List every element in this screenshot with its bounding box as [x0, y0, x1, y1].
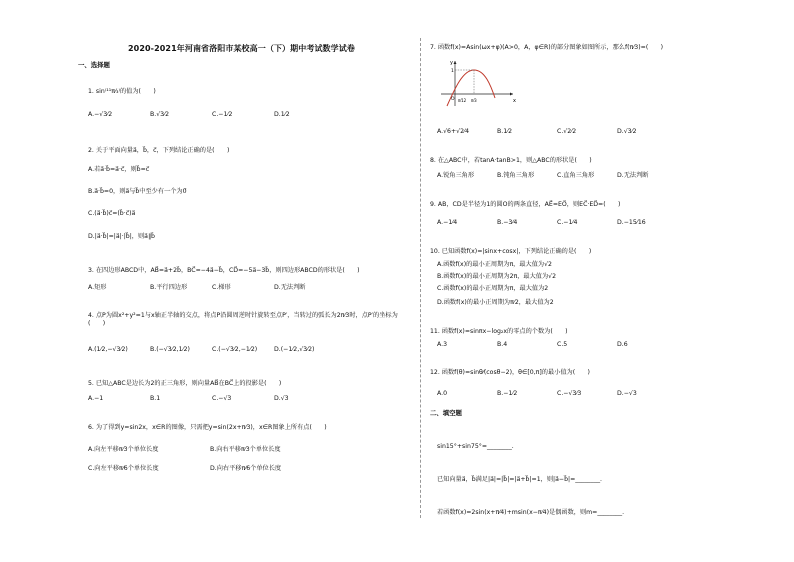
graph-y-arrow-icon — [454, 61, 457, 64]
question-2-option-b: B.a⃗·b⃗=0，则a⃗与b⃗中至少有一个为0⃗ — [88, 188, 187, 195]
question-12-stem: 12. 函数f(θ)=sinθ⁄(cosθ−2)，θ∈[0,π]的最小值为( ) — [430, 369, 590, 376]
question-9-option-a: A.−1⁄4 — [437, 219, 458, 226]
question-5-option-d: D.√3 — [274, 395, 289, 402]
question-7-option-d: D.√3⁄2 — [617, 128, 637, 135]
question-5-option-c: C.−√3 — [212, 395, 232, 402]
question-2-option-c: C.(a⃗·b⃗)c⃗=(b⃗·c⃗)a⃗ — [88, 210, 136, 217]
question-11-stem: 11. 函数f(x)=sinπx−log₂x的零点的个数为( ) — [430, 328, 568, 335]
question-3-option-b: B.平行四边形 — [150, 284, 188, 291]
question-3-option-a: A.矩形 — [88, 284, 107, 291]
question-5-option-a: A.−1 — [88, 395, 104, 402]
question-7-options — [437, 128, 717, 137]
graph-x-label: x — [513, 98, 516, 104]
question-7-option-b: B.1⁄2 — [497, 128, 513, 135]
graph-y-label: y — [450, 60, 453, 66]
fill-question-2: 已知向量a⃗，b⃗满足|a⃗|=|b⃗|=|a⃗+b⃗|=1，则|a⃗−b⃗|=________. — [437, 476, 603, 483]
question-8-option-c: C.直角三角形 — [557, 172, 595, 179]
question-1-option-d: D.1⁄2 — [274, 111, 290, 118]
question-12-option-b: B.−1⁄2 — [497, 390, 518, 397]
question-6-stem: 6. 为了得到y=sin2x，x∈R的图像，只需把y=sin(2x+π⁄3)，x∈R图象上所有点( ) — [88, 424, 327, 431]
column-divider — [420, 38, 421, 518]
question-4-option-c: C.(−√3⁄2,−1⁄2) — [212, 346, 258, 353]
question-10-option-a: A.函数f(x)的最小正周期为π，最大值为√2 — [437, 261, 552, 268]
question-12-option-c: C.−√3⁄3 — [557, 390, 582, 397]
question-1-stem: 1. sin⁽¹¹π⁄₃⁾的值为( ) — [88, 88, 156, 95]
question-6-option-b: B.向右平移π⁄3个单位长度 — [210, 446, 281, 453]
question-3-options — [88, 284, 338, 293]
question-11-option-a: A.3 — [437, 341, 448, 348]
question-1-options — [88, 111, 338, 120]
question-11-options — [437, 341, 717, 350]
question-2-option-d: D.|a⃗·b⃗|=|a⃗|·|b⃗|，则a⃗∥b⃗ — [88, 233, 155, 240]
section-fill-heading: 二、填空题 — [430, 409, 462, 417]
question-9-options — [437, 219, 717, 228]
graph-tick-pi12: π⁄12 — [458, 98, 467, 103]
graph-x-arrow-icon — [510, 93, 513, 96]
question-11-option-b: B.4 — [497, 341, 508, 348]
question-11-option-d: D.6 — [617, 341, 628, 348]
fill-question-1: sin15°+sin75°=________. — [437, 443, 514, 450]
question-1-option-c: C.−1⁄2 — [212, 111, 233, 118]
question-1-option-b: B.√3⁄2 — [150, 111, 170, 118]
question-9-option-b: B.−3⁄4 — [497, 219, 518, 226]
graph-origin-label: O — [451, 97, 455, 102]
exam-title: 2020-2021年河南省洛阳市某校高一（下）期中考试数学试卷 — [128, 44, 355, 53]
question-8-option-a: A.锐角三角形 — [437, 172, 475, 179]
question-7-stem: 7. 函数f(x)=Asin(ωx+φ)(A>0，A，φ∈R)的部分图象如图所示，那么f(π⁄3)=( ) — [430, 44, 664, 51]
question-10-option-b: B.函数f(x)的最小正周期为2π，最大值为√2 — [437, 273, 557, 280]
question-9-option-d: D.−15⁄16 — [617, 219, 646, 226]
question-6-option-c: C.向左平移π⁄6个单位长度 — [88, 465, 159, 472]
question-3-option-c: C.梯形 — [212, 284, 231, 291]
sine-graph-figure — [437, 58, 517, 110]
question-7-option-a: A.√6+√2⁄4 — [437, 128, 470, 135]
question-6-option-d: D.向右平移π⁄6个单位长度 — [210, 465, 282, 472]
question-10-option-d: D.函数f(x)的最小正周期为π⁄2，最大值为2 — [437, 299, 554, 306]
question-2-stem: 2. 关于平面向量a⃗，b⃗，c⃗，下列结论正确的是( ) — [88, 147, 230, 154]
question-4-stem: 4. 点P为圆x²+y²=1与x轴正半轴的交点，将点P沿圆周逆时针旋转至点P′，当转过的弧长为2π⁄3时，点P′的坐标为( ) — [88, 312, 398, 327]
graph-y-tick-label: 1 — [451, 69, 454, 74]
question-5-options — [88, 395, 338, 404]
question-2-option-a: A.若a⃗·b⃗=a⃗·c⃗，则b⃗=c⃗ — [88, 166, 150, 173]
question-12-option-a: A.0 — [437, 390, 448, 397]
question-12-options — [437, 390, 717, 399]
question-8-stem: 8. 在△ABC中，若tanA·tanB>1，则△ABC的形状是( ) — [430, 157, 592, 164]
question-9-option-c: C.−1⁄4 — [557, 219, 578, 226]
graph-tick-pi3: π⁄3 — [471, 98, 477, 103]
question-5-option-b: B.1 — [150, 395, 161, 402]
question-4-options — [88, 346, 338, 355]
question-8-option-d: D.无法判断 — [617, 172, 649, 179]
question-10-stem: 10. 已知函数f(x)=|sinx+cosx|，下列结论正确的是( ) — [430, 248, 592, 255]
question-7-option-c: C.√2⁄2 — [557, 128, 577, 135]
question-8-options — [437, 172, 717, 181]
question-4-option-a: A.(1⁄2,−√3⁄2) — [88, 346, 128, 353]
question-4-option-b: B.(−√3⁄2,1⁄2) — [150, 346, 190, 353]
question-1-option-a: A.−√3⁄2 — [88, 111, 113, 118]
question-12-option-d: D.−√3 — [617, 390, 637, 397]
question-3-option-d: D.无法判断 — [274, 284, 306, 291]
fill-question-3: 若函数f(x)=2sin(x+π⁄4)+msin(x−π⁄4)是偶函数，则m=________. — [437, 509, 625, 516]
question-8-option-b: B.钝角三角形 — [497, 172, 535, 179]
question-5-stem: 5. 已知△ABC是边长为2的正三角形，则向量AB⃗在BC⃗上的投影是( ) — [88, 380, 282, 387]
question-6-option-a: A.向左平移π⁄3个单位长度 — [88, 446, 159, 453]
question-11-option-c: C.5 — [557, 341, 568, 348]
question-10-option-c: C.函数f(x)的最小正周期为π，最大值为2 — [437, 285, 549, 292]
question-3-stem: 3. 在四边形ABCD中，AB⃗=a⃗+2b⃗，BC⃗=−4a⃗−b⃗，CD⃗=−5a⃗−3b⃗，则四边形ABCD的形状是( ) — [88, 267, 360, 274]
question-9-stem: 9. AB，CD是半径为1的圆O的两条直径，AE⃗=EO⃗，则EC⃗·ED⃗=( ) — [430, 201, 621, 208]
question-4-option-d: D.(−1⁄2,√3⁄2) — [274, 346, 315, 353]
section-choice-heading: 一、选择题 — [78, 61, 110, 69]
